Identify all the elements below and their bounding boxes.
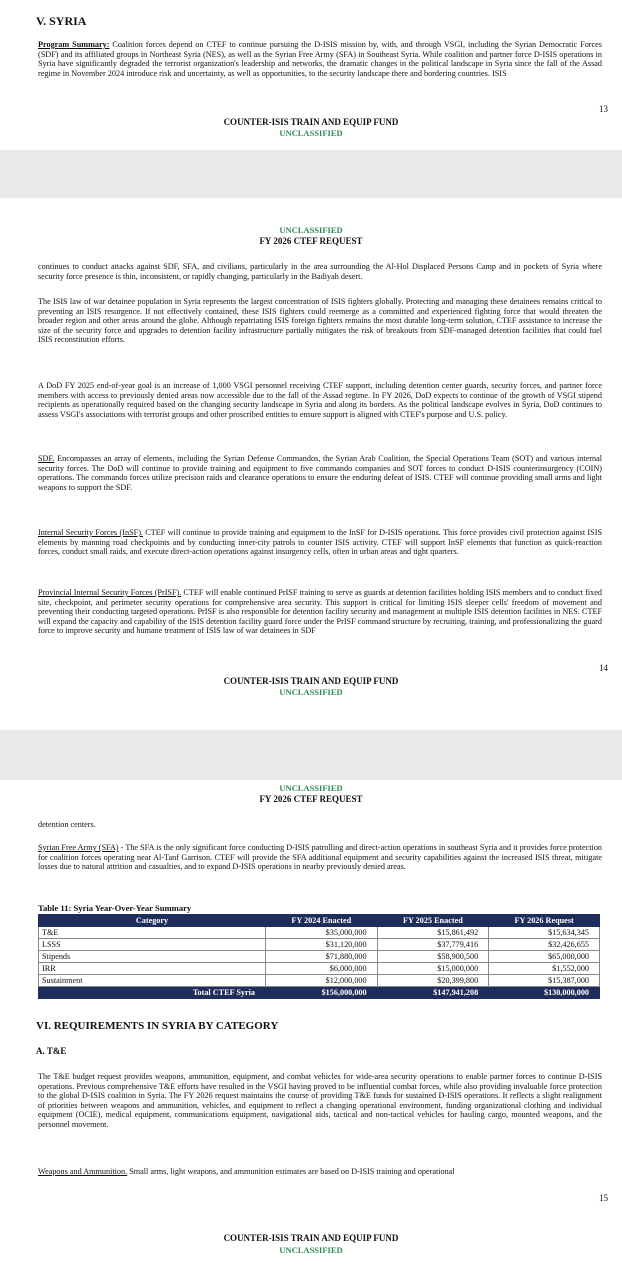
cell-category: LSSS xyxy=(39,939,266,951)
header-classification-15: UNCLASSIFIED xyxy=(279,783,343,793)
cell-value: $31,120,000 xyxy=(266,939,378,951)
page-gap-2 xyxy=(0,730,622,780)
prisf-label: Provincial Internal Security Forces (PrISF). xyxy=(38,588,182,597)
table-row xyxy=(39,951,600,963)
page-number-13: 13 xyxy=(599,104,608,114)
page-13 xyxy=(0,0,622,150)
table-row xyxy=(39,939,600,951)
section-vi-title: VI. REQUIREMENTS IN SYRIA BY CATEGORY xyxy=(36,1020,279,1032)
header-title-15: FY 2026 CTEF REQUEST xyxy=(259,794,363,804)
table-row xyxy=(39,975,600,987)
p14-insf xyxy=(38,528,602,557)
table-row xyxy=(39,927,600,939)
p14-para1: continues to conduct attacks against SDF, SFA, and civilians, particularly in the area surrounding the Al-Hol Displaced Persons Camp and in pockets of Syria where security force presence is thin, inconsistent, or rapidly changing, particularly in the Badiyah desert. xyxy=(38,262,602,281)
table-caption: Table 11: Syria Year-Over-Year Summary xyxy=(38,903,192,913)
program-summary-label: Program Summary: xyxy=(38,40,110,49)
page-number-14: 14 xyxy=(599,663,608,673)
footer-title-14: COUNTER-ISIS TRAIN AND EQUIP FUND xyxy=(223,676,399,686)
program-summary-text: Coalition forces depend on CTEF to continue pursuing the D-ISIS mission by, with, and through VSGI, including the Syrian Democratic Forces (SDF) and its affiliated groups in Northeast Syria (NES), as well as the Syrian Free Army (SFA) in Southeast Syria. While coalition and partner force D-ISIS operations in Syria have significantly degraded the terrorist organization's leadership and networks, the dramatic changes in the political landscape in Syria since the fall of the Assad regime in November 2024 introduce risk and uncertainty, as well as opportunities, to the security landscape there and bordering countries. ISIS xyxy=(38,40,602,78)
table-header-row xyxy=(39,915,600,927)
footer-classification-13: UNCLASSIFIED xyxy=(279,128,343,138)
footer-title-13: COUNTER-ISIS TRAIN AND EQUIP FUND xyxy=(223,117,399,127)
insf-text: CTEF will continue to provide training and equipment to the InSF for D-ISIS operations. This force provides civil protection against ISIS elements by manning road checkpoints and by conducting inner-city patrols to counter ISIS activity. CTEF will support InSF elements that function as quick-reaction forces, conduct small raids, and execute direct-action operations against insurgency cells, often in urban areas and tight quarters. xyxy=(38,528,602,557)
cell-value: $15,634,345 xyxy=(489,927,600,939)
cell-value: $12,000,000 xyxy=(266,975,378,987)
page-gap-1 xyxy=(0,150,622,198)
page-number-15: 15 xyxy=(599,1193,608,1203)
sfa-label: Syrian Free Army (SFA) xyxy=(38,843,119,852)
p14-prisf xyxy=(38,588,602,636)
p14-sdf xyxy=(38,454,602,492)
col-header: FY 2025 Enacted xyxy=(377,915,489,927)
cell-value: $37,779,416 xyxy=(377,939,489,951)
table-total-row xyxy=(39,987,600,999)
weapons-paragraph xyxy=(38,1167,602,1177)
prisf-text: CTEF will enable continued PrISF training to serve as guards at detention facilities holding ISIS members and to conduct fixed site, checkpoint, and perimeter security operations for comprehensive area security. This support is critical for limiting ISIS sleeper cells' freedom of movement and preventing their conducting targeted operations. PrISF is also responsible for detention facility security and management at multiple ISIS detention facilities in NES. CTEF will expand the capacity and capability of the ISIS detention facility guard force under the PrISF command structure by recruiting, training, and professionalizing the guard force to improve security and humane treatment of ISIS law of war detainees in SDF xyxy=(38,588,602,636)
cell-value: $6,000,000 xyxy=(266,963,378,975)
cell-value: $15,861,492 xyxy=(377,927,489,939)
page-14 xyxy=(0,198,622,730)
col-header: Category xyxy=(39,915,266,927)
cell-value: $1,552,000 xyxy=(489,963,600,975)
section-v-title: V. SYRIA xyxy=(36,14,87,28)
cell-total-value: $156,000,000 xyxy=(266,987,378,999)
cell-value: $32,426,655 xyxy=(489,939,600,951)
syria-summary-table xyxy=(38,914,600,999)
sdf-label: SDF. xyxy=(38,454,55,463)
header-title-14: FY 2026 CTEF REQUEST xyxy=(259,236,363,246)
header-classification-14: UNCLASSIFIED xyxy=(279,225,343,235)
footer-classification-15: UNCLASSIFIED xyxy=(279,1245,343,1255)
table-row xyxy=(39,963,600,975)
program-summary-paragraph xyxy=(38,40,602,78)
cell-value: $65,000,000 xyxy=(489,951,600,963)
cell-value: $35,000,000 xyxy=(266,927,378,939)
cell-category: Sustainment xyxy=(39,975,266,987)
cell-total-label: Total CTEF Syria xyxy=(39,987,266,999)
p15-para1: detention centers. xyxy=(38,820,96,829)
subsection-a-title: A. T&E xyxy=(36,1046,67,1056)
insf-label: Internal Security Forces (InSF). xyxy=(38,528,143,537)
col-header: FY 2026 Request xyxy=(489,915,600,927)
weapons-text: Small arms, light weapons, and ammunition estimates are based on D-ISIS training and operational xyxy=(127,1167,455,1176)
cell-total-value: $130,000,000 xyxy=(489,987,600,999)
cell-total-value: $147,941,208 xyxy=(377,987,489,999)
p15-sfa xyxy=(38,843,602,872)
page-15 xyxy=(0,780,622,1280)
p14-para2: The ISIS law of war detainee population in Syria represents the largest concentration of ISIS fighters globally. Protecting and managing these detainees remains critical to preventing an ISIS resurgence. If not effectively contained, these ISIS fighters could reemerge as a committed and experienced fighting force that would threaten the broader region and other areas around the globe. Although repatriating ISIS foreign fighters remains the most durable long-term solution, CTEF assistance to increase the size of the security force and upgrades to detention facility infrastructure partially mitigates the risk of breakouts from SDF-managed detention facilities that could fuel ISIS reconstitution efforts. xyxy=(38,297,602,345)
cell-value: $71,880,000 xyxy=(266,951,378,963)
p14-para3: A DoD FY 2025 end-of-year goal is an increase of 1,000 VSGI personnel receiving CTEF support, including detention center guards, security forces, and partner force members with access to previously denied areas now accessible due to the fall of the Assad regime. In FY 2026, DoD expects to continue of the growth of VSGI stipend recipients as operationally required based on the changing security landscape in Syria and along its borders. As the political landscape evolves in Syria, DoD continues to assess VSGI's associations with terrorist groups and other proscribed entities to ensure support is aligned with CTEF's purpose and U.S. policy. xyxy=(38,381,602,419)
weapons-label: Weapons and Ammunition. xyxy=(38,1167,128,1176)
te-paragraph: The T&E budget request provides weapons, ammunition, equipment, and combat vehicles for wide-area security operations to enable partner forces to continue D-ISIS operations. Previous comprehensive T&E efforts have resulted in the VSGI having proved to be influential combat forces, while also providing invaluable force protection to the global D-ISIS coalition in Syria. The FY 2026 request maintains the course of providing T&E funds for sustained D-ISIS operations. It reflects a slight realignment of priorities between weapons and ammunition, vehicles, and equipment to reflect a changing operational environment, funding organizational clothing and individual equipment (OCIE), medical equipment, communications equipment, navigational aids, tactical and non-tactical vehicles for hauling cargo, mounted weapons, and the personnel movement. xyxy=(38,1072,602,1129)
footer-classification-14: UNCLASSIFIED xyxy=(279,687,343,697)
cell-value: $58,900,500 xyxy=(377,951,489,963)
footer-title-15: COUNTER-ISIS TRAIN AND EQUIP FUND xyxy=(223,1233,399,1243)
col-header: FY 2024 Enacted xyxy=(266,915,378,927)
cell-value: $15,387,000 xyxy=(489,975,600,987)
cell-category: Stipends xyxy=(39,951,266,963)
cell-value: $20,399,800 xyxy=(377,975,489,987)
cell-category: IRR xyxy=(39,963,266,975)
sdf-text: Encompasses an array of elements, including the Syrian Defense Commandos, the Syrian Arab Coalition, the Special Operations Team (SOT) and various internal security forces. The DoD will continue to provide training and equipment to five commando companies and SOT forces to conduct D-ISIS counterinsurgency (COIN) operations. The commando forces utilize precision raids and clearance operations to ensure the enduring defeat of ISIS. CTEF will continue providing small arms and light weapons to support the SDF. xyxy=(38,454,602,492)
cell-value: $15,000,000 xyxy=(377,963,489,975)
sfa-text: - The SFA is the only significant force conducting D-ISIS patrolling and direct-action operations in southeast Syria and it provides force protection for coalition forces operating near Al-Tanf Garrison. CTEF will provide the SFA additional equipment and security capabilities against the increased ISIS threat, mitigate losses due to natural attrition and casualties, and to expand D-ISIS operations in nearby previously denied areas. xyxy=(38,843,603,872)
cell-category: T&E xyxy=(39,927,266,939)
